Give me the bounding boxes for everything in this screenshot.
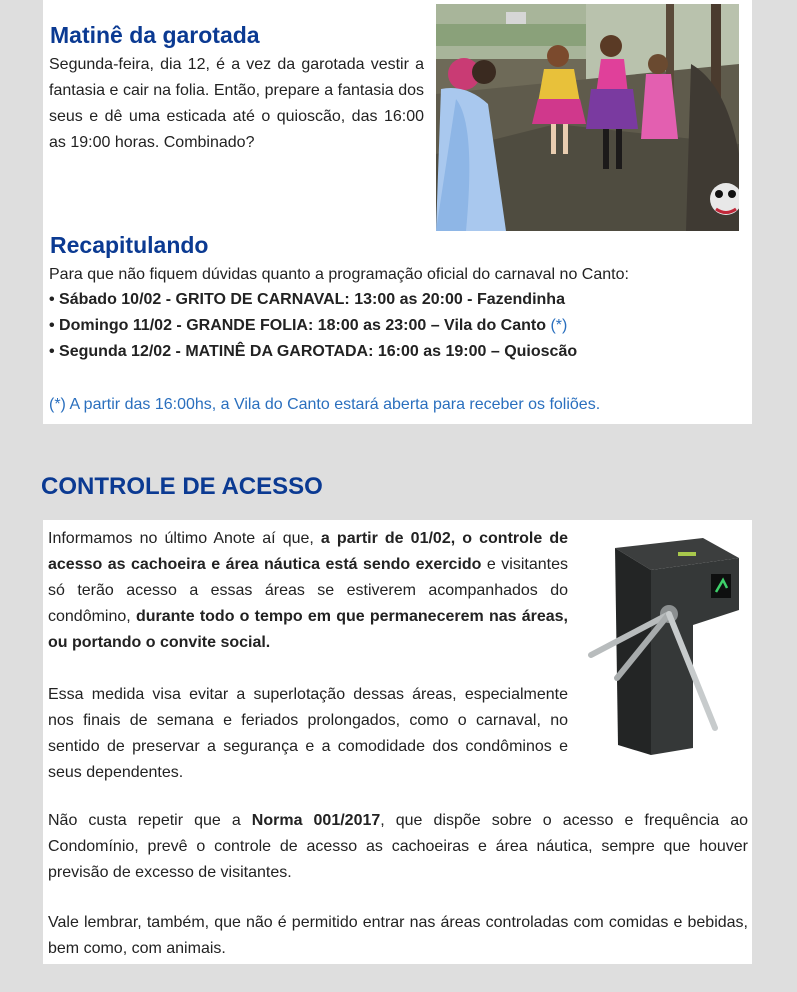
access-card — [43, 520, 752, 964]
footnote-note: (*) A partir das 16:00hs, a Vila do Canto estará aberta para receber os foliões. — [49, 396, 601, 413]
turnstile-image — [583, 530, 745, 758]
recap-title: Recapitulando — [50, 232, 209, 258]
access-paragraph-3: Não custa repetir que a Norma 001/2017, que dispõe sobre o acesso e frequência ao Condomínio, prevê o controle de acesso as cachoeiras e área náutica, sempre que houver previsão de excesso de visitantes. — [48, 812, 748, 881]
schedule-item: • Sábado 10/02 - GRITO DE CARNAVAL: 13:00 as 20:00 - Fazendinha — [49, 291, 565, 308]
footnote-mark: (*) — [550, 317, 568, 334]
schedule-item: • Domingo 11/02 - GRANDE FOLIA: 18:00 as 23:00 – Vila do Canto (*) — [49, 317, 568, 334]
children-costume-photo — [436, 4, 739, 231]
schedule-list — [49, 287, 577, 365]
matine-body: Segunda-feira, dia 12, é a vez da garotada vestir a fantasia e cair na folia. Então, prepare a fantasia dos seus e dê uma esticada até o quioscão, das 16:00 as 19:00 horas. Combinado? — [49, 56, 424, 151]
access-paragraph-1: Informamos no último Anote aí que, a partir de 01/02, o controle de acesso as cachoeira e área náutica está sendo exercido e visitantes só terão acesso a essas áreas se estiverem acompanhados do condômino, durante todo o tempo em que permanecerem nas áreas, ou portando o convite social. — [48, 530, 568, 651]
matine-title: Matinê da garotada — [50, 22, 260, 48]
matine-card — [43, 0, 752, 424]
recap-intro: Para que não fiquem dúvidas quanto a programação oficial do carnaval no Canto: — [49, 266, 629, 283]
access-paragraph-2: Essa medida visa evitar a superlotação dessas áreas, especialmente nos finais de semana e feriados prolongados, como o carnaval, no sentido de preservar a segurança e a comodidade dos condôminos e seus dependentes. — [48, 686, 568, 781]
access-section-title: CONTROLE DE ACESSO — [41, 473, 323, 500]
schedule-item: • Segunda 12/02 - MATINÊ DA GAROTADA: 16:00 as 19:00 – Quioscão — [49, 343, 578, 360]
access-paragraph-4: Vale lembrar, também, que não é permitido entrar nas áreas controladas com comidas e bebidas, bem como, com animais. — [48, 914, 748, 957]
